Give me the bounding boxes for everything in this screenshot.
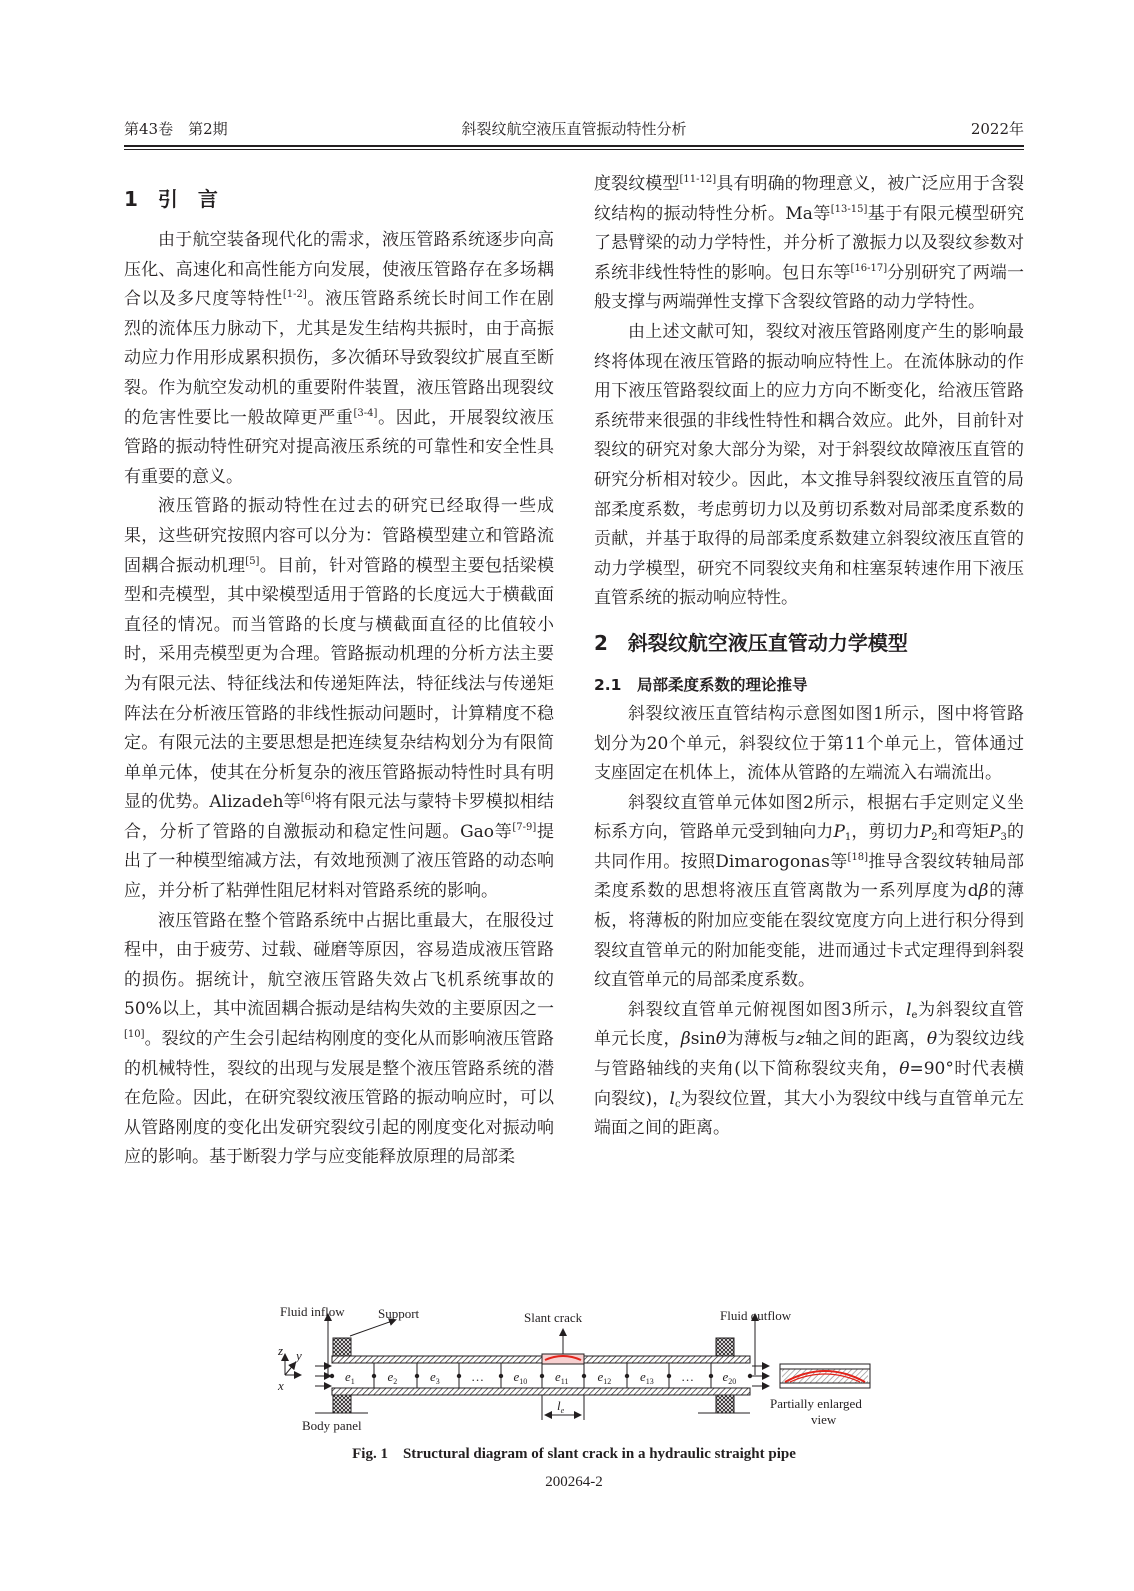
node-dot [499, 1374, 503, 1378]
math-symbol: z [795, 1029, 805, 1050]
math-symbol: θ [899, 1059, 910, 1080]
paragraph: 由于航空装备现代化的需求，液压管路系统逐步向高压化、高速化和高性能方向发展，使液压管路存在多场耦合以及多尺度等特性[1-2]。液压管路系统长时间工作在剧烈的流体压力脉动下，尤其是发生结构共振时，由于高振动应力作用形成累积损伤，多次循环导致裂纹扩展直至断裂。作为航空发动机的重要附件装置，液压管路出现裂纹的危害性要比一般故障更严重[3-4]。因此，开展裂纹液压管路的振动特性研究对提高液压系统的可靠性和安全性具有重要的意义。 [124, 230, 554, 487]
math-symbol: P [833, 822, 845, 843]
element-label: $e_1$ [345, 1369, 355, 1386]
page-number: 200264-2 [545, 1474, 603, 1490]
section-heading: 2 斜裂纹航空液压直管动力学模型 [594, 630, 908, 655]
paragraph: 度裂纹模型[11-12]具有明确的物理意义，被广泛应用于含裂纹结构的振动特性分析。Ma等[13-15]基于有限元模型研究了悬臂梁的动力学特性，并分析了激振力以及裂纹参数对系统非线性特性的影响。包日东等[16-17]分别研究了两端一般支撑与两端弹性支撑下含裂纹管路的动力学特性。 [594, 174, 1025, 313]
node-dot [667, 1374, 671, 1378]
header-volume: 第43卷 第2期 [124, 120, 228, 138]
paragraph: 斜裂纹直管单元俯视图如图3所示，$l_e$为斜裂纹直管单元长度，βsinθ为薄板与z轴之间的距离，θ为裂纹边线与管路轴线的夹角(以下简称裂纹夹角，θ=90°时代表横向裂纹)，$l_c$为裂纹位置，其大小为裂纹中线与直管单元左端面之间的距离。 [594, 999, 1025, 1139]
paragraph: 斜裂纹直管单元体如图2所示，根据右手定则定义坐标系方向，管路单元受到轴向力$P_1$，剪切力$P_2$和弯矩$P_3$的共同作用。按照Dimarogonas等[18]推导含裂纹转轴局部柔度系数的思想将液压直管离散为一系列厚度为dβ的薄板，将薄板的附加应变能在裂纹宽度方向上进行积分得到裂纹直管单元的附加能变能，进而通过卡式定理得到斜裂纹直管单元的局部柔度系数。 [594, 792, 1025, 991]
citation: [13-15] [830, 203, 868, 215]
axis-y-label: y [296, 1348, 302, 1363]
paragraph: 液压管路的振动特性在过去的研究已经取得一些成果，这些研究按照内容可以分为：管路模型建立和管路流固耦合振动机理[5]。目前，针对管路的模型主要包括梁模型和壳模型，其中梁模型适用于管路的长度远大于横截面直径的情况。而当管路的长度与横截面直径的比值较小时，采用壳模型更为合理。管路振动机理的分析方法主要为有限元法、特征线法和传递矩阵法，特征线法与传递矩阵法在分析液压管路的非线性振动问题时，计算精度不稳定。有限元法的主要思想是把连续复杂结构划分为有限简单单元体，使其在分析复杂的液压管路振动特性时具有明显的优势。Alizadeh等[6]将有限元法与蒙特卡罗模拟相结合，分析了管路的自激振动和稳定性问题。Gao等[7-9]提出了一种模型缩减方法，有效地预测了液压管路的动态响应，并分析了粘弹性阻尼材料对管路系统的影响。 [124, 496, 555, 902]
subscript: c [674, 1098, 681, 1110]
label-fluid-inflow: Fluid inflow [280, 1304, 345, 1319]
element-label: $e_{11}$ [555, 1369, 569, 1386]
citation: [1-2] [282, 289, 307, 301]
label-view: view [811, 1412, 837, 1427]
label-slant-crack: Slant crack [524, 1310, 583, 1325]
citation: [18] [847, 851, 869, 863]
running-header [124, 118, 1024, 140]
element-label: … [472, 1369, 484, 1384]
axes-triad [277, 1343, 302, 1393]
label-body-panel: Body panel [302, 1418, 362, 1433]
figure-caption: Fig. 1 Structural diagram of slant crack in a hydraulic straight pipe [352, 1446, 796, 1462]
math-symbol: β [978, 881, 989, 902]
left-column [124, 184, 554, 1173]
math-symbol: θ [715, 1029, 727, 1050]
math-symbol: β [680, 1029, 691, 1050]
paragraph: 液压管路在整个管路系统中占据比重最大，在服役过程中，由于疲劳、过载、碰磨等原因，容易造成液压管路的损伤。据统计，航空液压管路失效占飞机系统事故的50%以上，其中流固耦合振动是结构失效的主要原因之一[10]。裂纹的产生会引起结构刚度的变化从而影响液压管路的机械特性，裂纹的出现与发展是整个液压管路系统的潜在危险。因此，在研究裂纹液压管路的振动响应时，可以从管路刚度的变化出发研究裂纹引起的刚度变化对振动响应的影响。基于断裂力学与应变能释放原理的局部柔 [124, 910, 554, 1168]
element-label: … [682, 1369, 694, 1384]
header-title: 斜裂纹航空液压直管振动特性分析 [461, 120, 687, 138]
section-heading: 1 引 言 [124, 187, 218, 211]
element-label: $e_3$ [430, 1369, 440, 1386]
citation: [5] [245, 555, 260, 567]
node-dot [582, 1374, 586, 1378]
element-label: $e_{10}$ [513, 1369, 528, 1386]
math-symbol: l [669, 1088, 675, 1109]
node-dot [372, 1374, 376, 1378]
label-support: Support [378, 1306, 420, 1321]
node-dot [625, 1374, 629, 1378]
node-dot [457, 1374, 461, 1378]
header-rule-thin [124, 149, 1024, 150]
paragraph: 由上述文献可知，裂纹对液压管路刚度产生的影响最终将体现在液压管路的振动响应特性上。在流体脉动的作用下液压管路裂纹面上的应力方向不断变化，给液压管路系统带来很强的非线性特性和耦合效应。此外，目前针对裂纹的研究对象大部分为梁，对于斜裂纹故障液压直管的研究分析相对较少。因此，本文推导斜裂纹液压直管的局部柔度系数，考虑剪切力以及剪切系数对局部柔度系数的贡献，并基于取得的局部柔度系数建立斜裂纹液压直管的动力学模型，研究不同裂纹夹角和柱塞泵转速作用下液压直管系统的振动响应特性。 [594, 321, 1024, 609]
element-label: $e_{20}$ [722, 1369, 737, 1386]
element-label: $e_{12}$ [597, 1369, 612, 1386]
paragraph: 斜裂纹液压直管结构示意图如图1所示，图中将管路划分为20个单元，斜裂纹位于第11个单元上，管体通过支座固定在机体上，流体从管路的左端流入右端流出。 [594, 703, 1024, 784]
enlarged-view [780, 1364, 870, 1388]
subsection-heading: 2.1 局部柔度系数的理论推导 [594, 675, 808, 694]
node-dot [415, 1374, 419, 1378]
label-le: $l_e$ [557, 1398, 565, 1415]
citation: [10] [124, 1029, 145, 1041]
element-nodes [330, 1363, 752, 1388]
citation: [16-17] [850, 262, 888, 274]
axis-x-label: x [278, 1378, 284, 1393]
citation: [3-4] [353, 407, 378, 419]
node-dot [748, 1374, 752, 1378]
citation: [6] [300, 792, 315, 804]
subscript: e [911, 1009, 918, 1021]
math-symbol: l [906, 999, 912, 1020]
node-dot [540, 1374, 544, 1378]
node-dot [330, 1374, 334, 1378]
right-column [594, 170, 1024, 1144]
citation: [11-12] [679, 174, 717, 185]
label-partially-enlarged: Partially enlarged [770, 1396, 862, 1411]
label-fluid-outflow: Fluid outflow [720, 1308, 792, 1323]
node-dot [709, 1374, 713, 1378]
citation: [7-9] [512, 821, 537, 833]
figure-1 [270, 1300, 890, 1440]
subscript: 2 [931, 832, 938, 844]
header-rule [124, 145, 1024, 147]
axis-z-label: z [278, 1343, 284, 1358]
math-symbol: P [919, 822, 932, 843]
subscript: 1 [844, 832, 852, 844]
element-label: $e_2$ [387, 1369, 398, 1386]
math-symbol: θ [926, 1029, 938, 1050]
header-year: 2022年 [970, 120, 1024, 138]
subscript: 3 [1000, 832, 1007, 844]
slant-crack [542, 1330, 584, 1364]
element-label: $e_{13}$ [640, 1369, 654, 1386]
math-symbol: P [989, 822, 1001, 843]
